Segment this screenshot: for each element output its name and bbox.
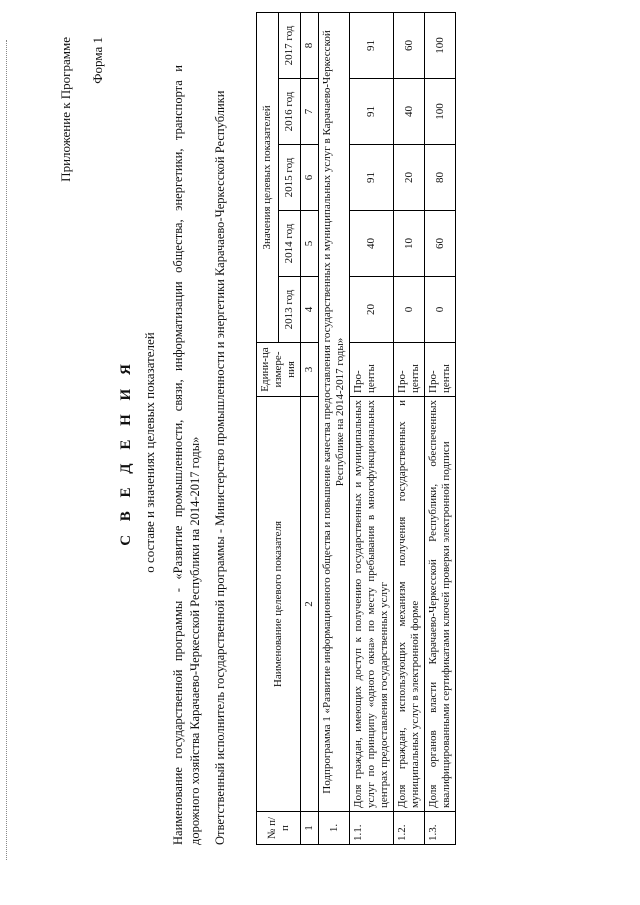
col-unit-header: Едини-ца измере-ния — [257, 343, 301, 397]
value-cell: 60 — [394, 12, 425, 78]
column-number: 8 — [301, 12, 319, 78]
values-group-header: Значения целевых показателей — [257, 12, 279, 342]
year-header: 2013 год — [279, 277, 301, 343]
column-number: 4 — [301, 277, 319, 343]
unit-cell: Про-центы — [394, 343, 425, 397]
value-cell: 0 — [394, 277, 425, 343]
column-number-row — [301, 12, 319, 844]
value-cell: 20 — [394, 145, 425, 211]
subprogram-number: 1. — [319, 812, 350, 845]
value-cell: 100 — [425, 79, 456, 145]
unit-cell: Про-центы — [350, 343, 394, 397]
value-cell: 0 — [425, 277, 456, 343]
year-header: 2017 год — [279, 12, 301, 78]
value-cell: 91 — [350, 145, 394, 211]
column-number: 5 — [301, 211, 319, 277]
year-header: 2014 год — [279, 211, 301, 277]
document-subtitle: о составе и значениях целевых показателей — [142, 332, 157, 573]
row-number: 1.2. — [394, 812, 425, 845]
value-cell: 40 — [394, 79, 425, 145]
header-row-1 — [257, 12, 279, 844]
form-label: Форма 1 — [90, 37, 105, 84]
unit-cell: Про-центы — [425, 343, 456, 397]
value-cell: 91 — [350, 12, 394, 78]
indicator-name: Доля органов власти Карачаево-Черкесской Республики, обеспеченных квалифицированными сертификатами ключей проверки электронной подписи — [425, 397, 456, 812]
subprogram-row — [319, 12, 350, 844]
indicators-table — [256, 12, 456, 845]
year-header: 2015 год — [279, 145, 301, 211]
subprogram-title: Подпрограмма 1 «Развитие информационного общества и повышение качества предоставления государственных и муниципальных услуг в Карачаево-Черкесской Республике на 2014-2017 годы» — [319, 12, 350, 811]
column-number: 6 — [301, 145, 319, 211]
table-row — [350, 12, 394, 844]
value-cell: 80 — [425, 145, 456, 211]
value-cell: 40 — [350, 211, 394, 277]
indicator-name: Доля граждан, имеющих доступ к получению государственных и муниципальных услуг по принципу «одного окна» по месту пребывания в многофункциональных центрах предоставления государственных услуг — [350, 397, 394, 812]
row-number: 1.1. — [350, 812, 394, 845]
row-number: 1.3. — [425, 812, 456, 845]
col-name-header: Наименование целевого показателя — [257, 397, 301, 812]
column-number: 7 — [301, 79, 319, 145]
value-cell: 20 — [350, 277, 394, 343]
value-cell: 10 — [394, 211, 425, 277]
column-number: 3 — [301, 343, 319, 397]
program-name: Наименование государственной программы - «Развитие промышленности, связи, информатизации общества, энергетики, транспорта и дорожного хозяйства Карачаево-Черкесской Республики на 2014-2017 годы» — [171, 65, 202, 845]
value-cell: 91 — [350, 79, 394, 145]
document-title: С В Е Д Е Н И Я — [118, 359, 134, 546]
column-number: 1 — [301, 812, 319, 845]
indicator-name: Доля граждан, использующих механизм получения государственных и муниципальных услуг в электронной форме — [394, 397, 425, 812]
value-cell: 100 — [425, 12, 456, 78]
col-num-header: № п/п — [257, 812, 301, 845]
responsible-executor: Ответственный исполнитель государственной программы - Министерство промышленности и энергетики Карачаево-Черкесской Республики — [213, 90, 227, 845]
year-header: 2016 год — [279, 79, 301, 145]
table-row — [425, 12, 456, 844]
value-cell: 60 — [425, 211, 456, 277]
table-row — [394, 12, 425, 844]
column-number: 2 — [301, 397, 319, 812]
appendix-label: Приложение к Программе — [58, 37, 73, 182]
